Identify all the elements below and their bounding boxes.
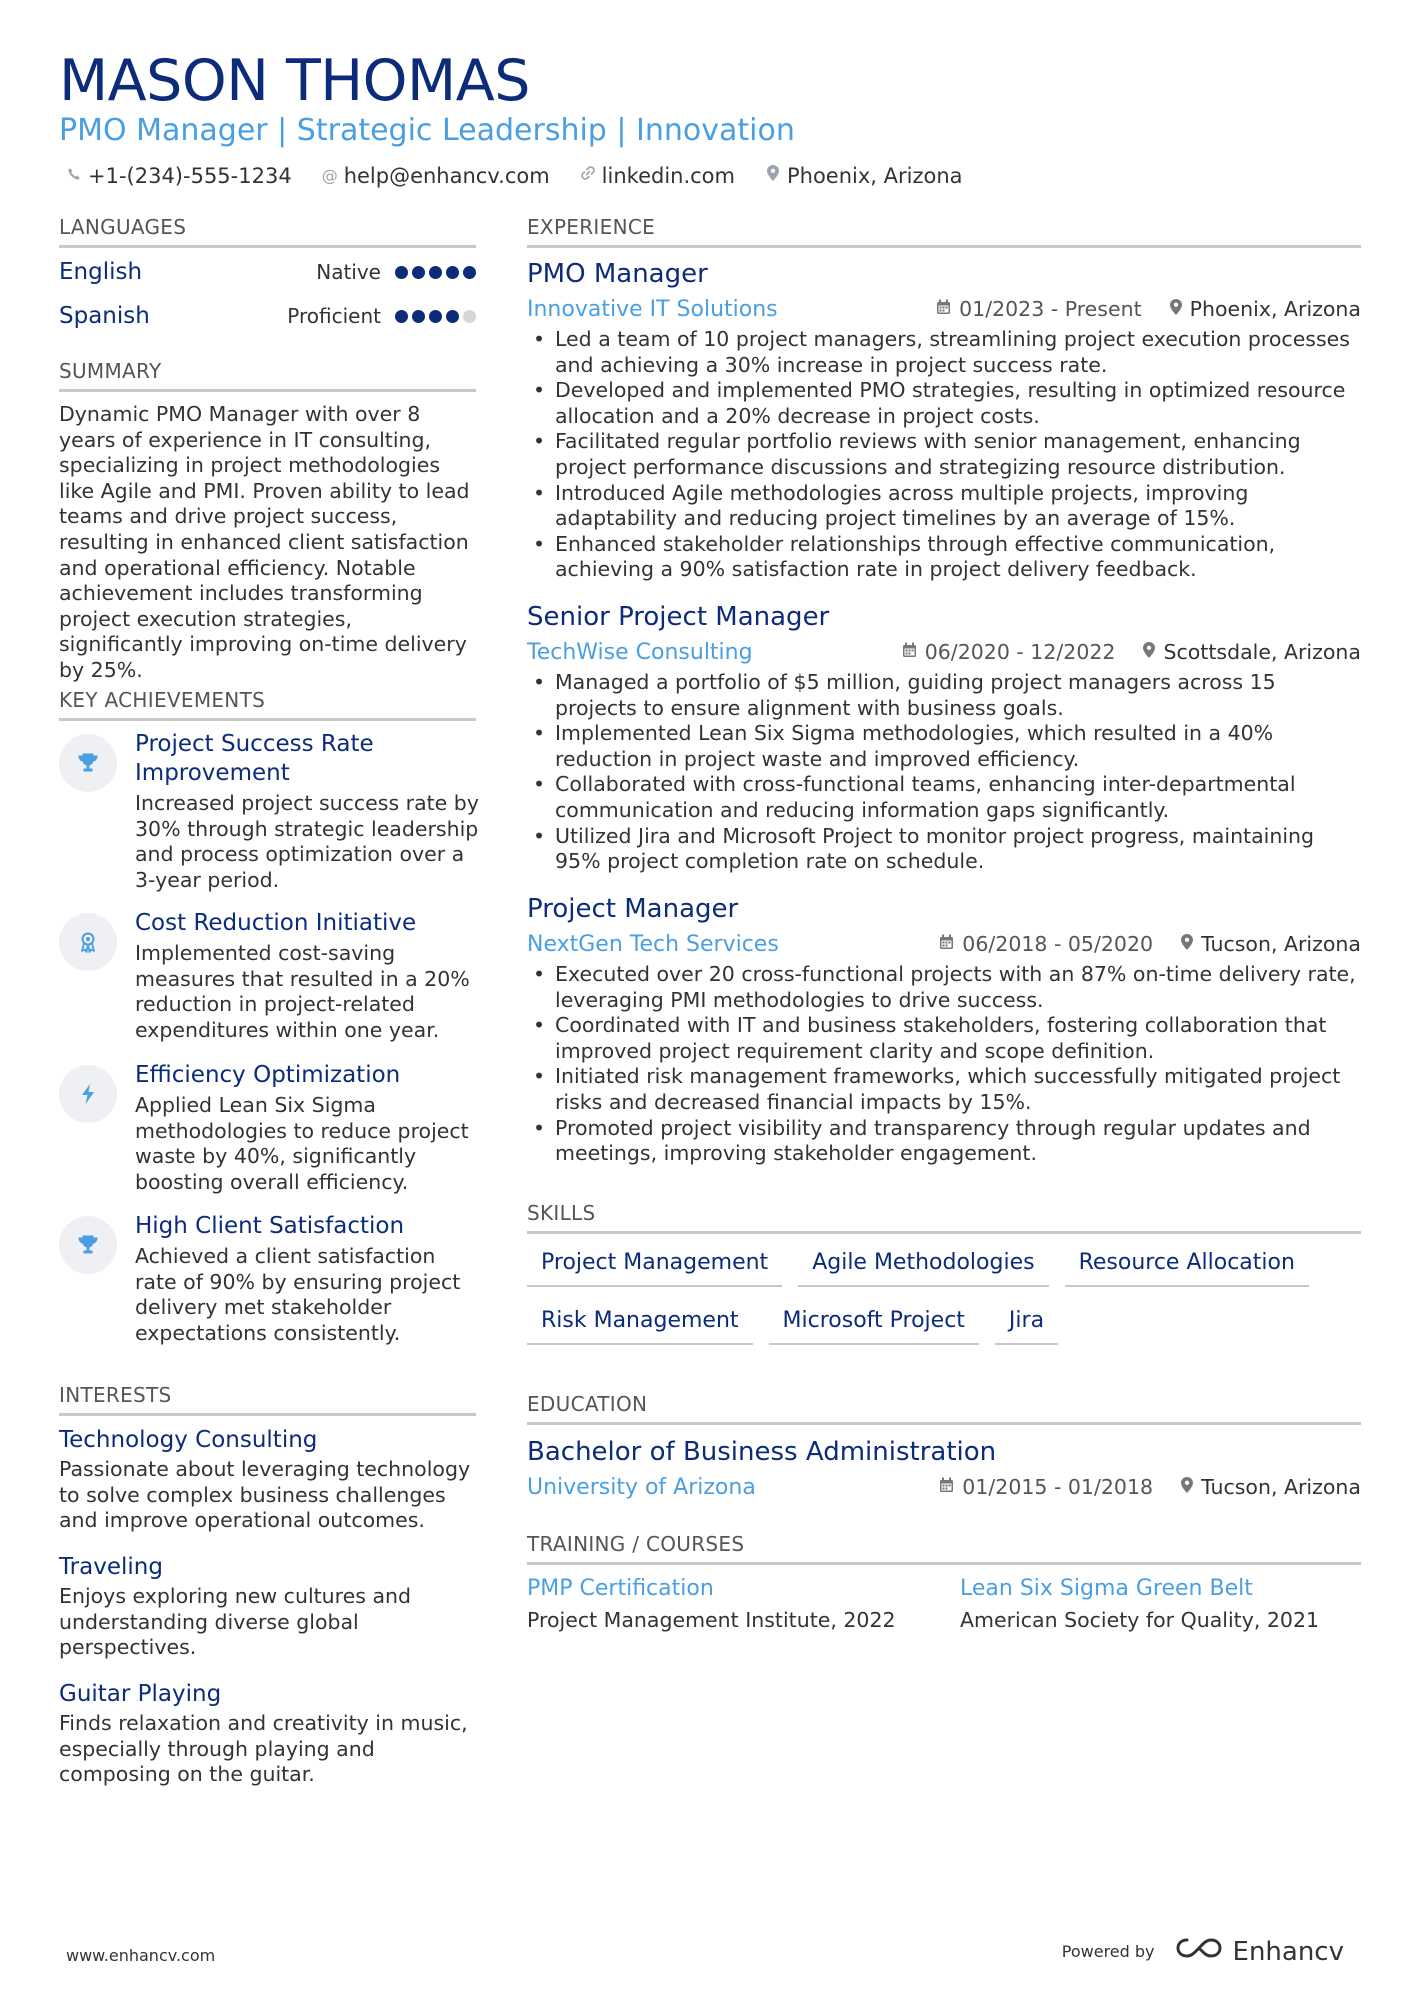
achievement-desc: Increased project success rate by 30% through strategic leadership and process optimization over a 3-year period. — [135, 791, 479, 892]
training-heading: TRAINING / COURSES — [527, 1531, 1361, 1565]
level-dot — [446, 310, 459, 323]
candidate-name: MASON THOMAS — [59, 48, 530, 114]
interest-item — [59, 1425, 479, 1534]
level-dot — [412, 266, 425, 279]
brand-name: Enhancv — [1232, 1936, 1344, 1967]
interest-desc: Enjoys exploring new cultures and understanding diverse global perspectives. — [59, 1584, 412, 1660]
job-bullet: • Introduced Agile methodologies across multiple projects, improving adaptability and reducing project timelines by an average of 15%. — [527, 481, 1361, 532]
language-level: Proficient — [287, 304, 381, 328]
job-meta — [527, 636, 1361, 668]
job-bullet: • Enhanced stakeholder relationships through effective communication, achieving a 90% satisfaction rate in project delivery feedback. — [527, 532, 1361, 583]
language-row — [59, 257, 476, 287]
education-heading: EDUCATION — [527, 1391, 1361, 1425]
job-location-text: Phoenix, Arizona — [1189, 297, 1361, 321]
powered-by-label: Powered by — [1061, 1942, 1155, 1961]
contact-phone[interactable] — [66, 162, 292, 190]
language-name: English — [59, 259, 143, 285]
job-entry — [527, 892, 1361, 1167]
education-location-text: Tucson, Arizona — [1201, 1475, 1361, 1499]
achievement-desc: Implemented cost-saving measures that resulted in a 20% reduction in project-related expenditures within one year. — [135, 941, 470, 1042]
interest-desc: Passionate about leveraging technology to solve complex business challenges and improve operational outcomes. — [59, 1457, 471, 1533]
job-bullet: • Executed over 20 cross-functional projects with an 87% on-time delivery rate, leveraging PMI methodologies to drive success. — [527, 962, 1361, 1013]
phone-icon — [66, 162, 82, 190]
interest-title: Technology Consulting — [59, 1427, 318, 1453]
course-item — [527, 1574, 947, 1634]
education-location — [1181, 1475, 1361, 1499]
achievement-title: Efficiency Optimization — [135, 1062, 401, 1088]
job-dates-text: 01/2023 - Present — [959, 297, 1142, 321]
job-title: Senior Project Manager — [527, 602, 830, 632]
achievement-item — [59, 909, 479, 1043]
job-entry — [527, 257, 1361, 583]
language-row — [59, 301, 476, 331]
job-title: Project Manager — [527, 894, 739, 924]
achievement-title: Project Success Rate Improvement — [135, 731, 374, 786]
job-location — [1170, 297, 1361, 321]
level-dot — [429, 266, 442, 279]
calendar-icon — [902, 642, 917, 662]
calendar-icon — [939, 934, 954, 954]
job-bullets — [527, 670, 1361, 875]
skill-tag: Resource Allocation — [1065, 1243, 1309, 1287]
education-school: University of Arizona — [527, 1474, 756, 1500]
job-dates — [936, 297, 1142, 321]
brand-logo — [1175, 1936, 1344, 1967]
level-dot — [395, 310, 408, 323]
achievement-title: High Client Satisfaction — [135, 1213, 405, 1239]
contact-linkedin[interactable] — [580, 162, 735, 190]
calendar-icon — [939, 1477, 954, 1497]
candidate-title: PMO Manager | Strategic Leadership | Innovation — [59, 113, 795, 148]
education-dates-text: 01/2015 - 01/2018 — [962, 1475, 1154, 1499]
level-dot — [463, 266, 476, 279]
interest-desc: Finds relaxation and creativity in music, especially through playing and composing on the guitar. — [59, 1711, 468, 1787]
footer-website[interactable]: www.enhancv.com — [66, 1946, 216, 1965]
achievements-heading: KEY ACHIEVEMENTS — [59, 687, 476, 721]
course-desc: American Society for Quality, 2021 — [960, 1608, 1320, 1632]
contact-bar — [66, 162, 963, 190]
level-dot — [395, 266, 408, 279]
job-bullets — [527, 327, 1361, 583]
interest-item — [59, 1679, 479, 1788]
course-desc: Project Management Institute, 2022 — [527, 1608, 896, 1632]
linkedin-text: linkedin.com — [601, 164, 735, 188]
job-bullet: • Promoted project visibility and transparency through regular updates and meetings, improving stakeholder engagement. — [527, 1116, 1361, 1167]
job-location-text: Scottsdale, Arizona — [1163, 640, 1361, 664]
achievement-item — [59, 1212, 479, 1346]
course-item — [960, 1574, 1380, 1634]
location-text: Phoenix, Arizona — [786, 164, 963, 188]
location-pin-icon — [1181, 1477, 1193, 1497]
summary-text: Dynamic PMO Manager with over 8 years of experience in IT consulting, specializing in project methodologies like Agile and PMI. Proven ability to lead teams and drive project success, resulting in enhanced client satisfaction and operational efficiency. Notable achievement includes transforming project execution strategies, significantly improving on-time delivery by 25%. — [59, 402, 470, 682]
contact-location — [765, 162, 963, 190]
job-title: PMO Manager — [527, 259, 708, 289]
job-bullet: • Implemented Lean Six Sigma methodologies, which resulted in a 40% reduction in project waste and improved efficiency. — [527, 721, 1361, 772]
job-dates — [902, 640, 1116, 664]
job-bullet: • Collaborated with cross-functional teams, enhancing inter-departmental communication and reducing information gaps significantly. — [527, 772, 1361, 823]
footer-branding[interactable] — [1062, 1936, 1344, 1967]
calendar-icon — [936, 299, 951, 319]
job-bullet: • Coordinated with IT and business stakeholders, fostering collaboration that improved project requirement clarity and scope definition. — [527, 1013, 1361, 1064]
experience-heading: EXPERIENCE — [527, 214, 1361, 248]
job-bullet: • Initiated risk management frameworks, which successfully mitigated project risks and decreased financial impacts by 15%. — [527, 1064, 1361, 1115]
email-text: help@enhancv.com — [343, 164, 550, 188]
contact-email[interactable] — [322, 162, 550, 190]
enhancv-logo-icon — [1175, 1936, 1223, 1967]
job-bullet: • Facilitated regular portfolio reviews with senior management, enhancing project performance discussions and strategizing resource distribution. — [527, 429, 1361, 480]
job-entry — [527, 600, 1361, 875]
achievement-title: Cost Reduction Initiative — [135, 910, 417, 936]
skill-tag: Microsoft Project — [769, 1301, 979, 1345]
level-dot — [412, 310, 425, 323]
skill-tag: Jira — [995, 1301, 1058, 1345]
skills-heading: SKILLS — [527, 1200, 1361, 1234]
education-degree: Bachelor of Business Administration — [527, 1437, 997, 1467]
summary-heading: SUMMARY — [59, 358, 476, 392]
interest-title: Guitar Playing — [59, 1681, 222, 1707]
interest-item — [59, 1552, 479, 1661]
job-meta — [527, 928, 1361, 960]
location-pin-icon — [765, 162, 781, 190]
job-company: TechWise Consulting — [527, 639, 753, 665]
language-level-dots — [395, 310, 476, 323]
skills-list — [527, 1243, 1361, 1345]
language-name: Spanish — [59, 303, 150, 329]
job-company: Innovative IT Solutions — [527, 296, 778, 322]
interest-title: Traveling — [59, 1554, 163, 1580]
education-meta — [527, 1471, 1361, 1503]
job-dates-text: 06/2020 - 12/2022 — [924, 640, 1116, 664]
skill-tag: Agile Methodologies — [798, 1243, 1048, 1287]
course-title: PMP Certification — [527, 1576, 714, 1601]
job-bullets — [527, 962, 1361, 1167]
level-dot — [429, 310, 442, 323]
location-pin-icon — [1181, 934, 1193, 954]
level-dot — [446, 266, 459, 279]
job-meta — [527, 293, 1361, 325]
phone-text: +1-(234)-555-1234 — [88, 164, 292, 188]
skill-tag: Project Management — [527, 1243, 782, 1287]
job-bullet: • Managed a portfolio of $5 million, guiding project managers across 15 projects to ensure alignment with business goals. — [527, 670, 1361, 721]
job-dates-text: 06/2018 - 05/2020 — [962, 932, 1154, 956]
course-title: Lean Six Sigma Green Belt — [960, 1576, 1253, 1601]
link-icon — [580, 162, 596, 190]
level-dot-empty — [463, 310, 476, 323]
job-dates — [939, 932, 1153, 956]
trophy-icon — [59, 1216, 117, 1274]
job-bullet: • Utilized Jira and Microsoft Project to monitor project progress, maintaining 95% project completion rate on schedule. — [527, 824, 1361, 875]
location-pin-icon — [1143, 642, 1155, 662]
location-pin-icon — [1170, 299, 1182, 319]
job-location — [1181, 932, 1361, 956]
job-location-text: Tucson, Arizona — [1201, 932, 1361, 956]
at-sign-icon: @ — [321, 166, 338, 185]
languages-heading: LANGUAGES — [59, 214, 476, 248]
job-location — [1143, 640, 1361, 664]
trophy-icon — [59, 734, 117, 792]
education-dates — [939, 1475, 1153, 1499]
achievement-desc: Achieved a client satisfaction rate of 90% by ensuring project delivery met stakeholder expectations consistently. — [135, 1244, 461, 1345]
language-level-dots — [395, 266, 476, 279]
achievement-desc: Applied Lean Six Sigma methodologies to reduce project waste by 40%, significantly boosting overall efficiency. — [135, 1093, 469, 1194]
job-company: NextGen Tech Services — [527, 931, 779, 957]
lightning-bolt-icon — [59, 1065, 117, 1123]
skill-tag: Risk Management — [527, 1301, 753, 1345]
job-bullet: • Led a team of 10 project managers, streamlining project execution processes and achieving a 30% increase in project success rate. — [527, 327, 1361, 378]
interests-heading: INTERESTS — [59, 1382, 476, 1416]
job-bullet: • Developed and implemented PMO strategies, resulting in optimized resource allocation and a 20% decrease in project costs. — [527, 378, 1361, 429]
achievement-item — [59, 730, 479, 893]
achievement-item — [59, 1061, 479, 1195]
language-level: Native — [316, 260, 381, 284]
award-ribbon-icon — [59, 913, 117, 971]
education-entry — [527, 1435, 1361, 1503]
